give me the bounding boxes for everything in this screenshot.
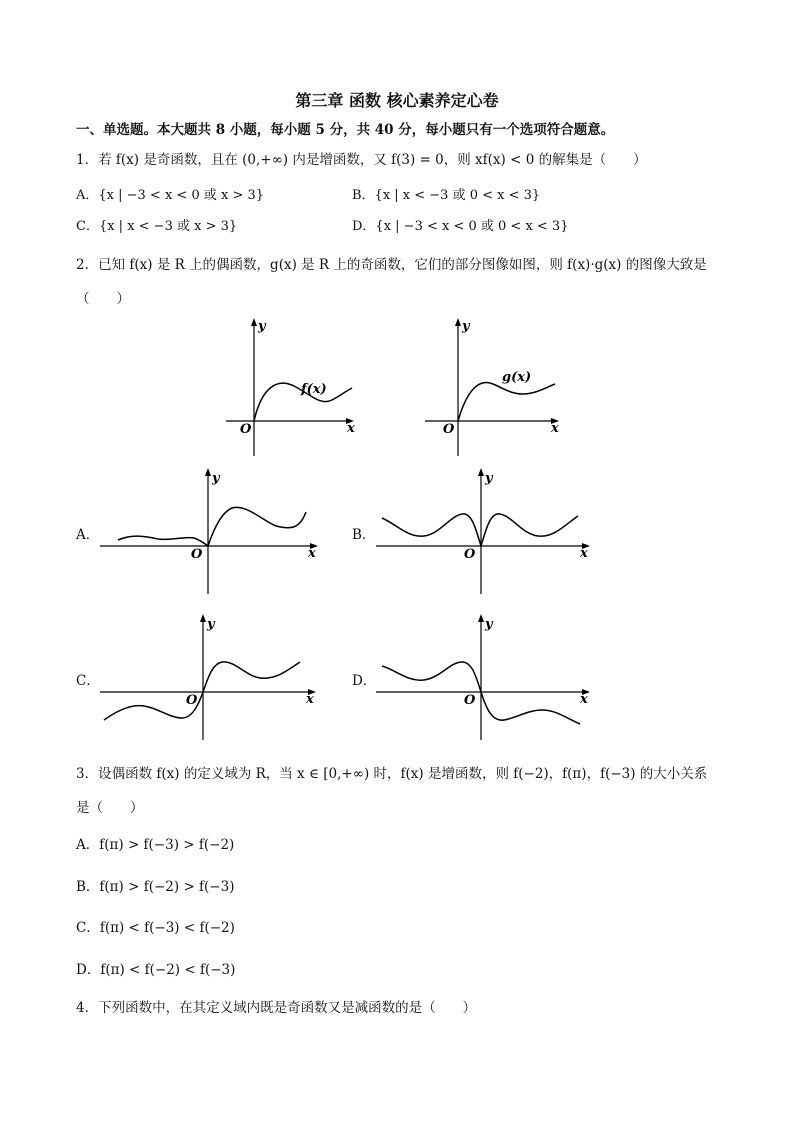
q2-option-b-graph: [376, 468, 598, 596]
svg-text:x: x: [306, 692, 314, 707]
q2-stem-paren: （ ）: [76, 291, 130, 307]
q2-stem: 2．已知 f(x) 是 R 上的偶函数，g(x) 是 R 上的奇函数，它们的部分图像如图，则 f(x)·g(x) 的图像大致是: [76, 257, 707, 273]
curve-g: [458, 383, 555, 421]
q2-option-d-label: D．: [352, 673, 377, 689]
svg-text:O: O: [186, 693, 198, 708]
origin-label: O: [240, 422, 252, 437]
x-label: x: [551, 421, 559, 436]
q2-option-a-label: A．: [76, 527, 100, 543]
graph-f: [226, 318, 356, 460]
f-label: f(x): [301, 382, 327, 397]
page-title: 第三章 函数 核心素养定心卷: [295, 91, 499, 110]
origin-label: O: [443, 422, 455, 437]
y-label: y: [462, 319, 470, 334]
q1-option-b: B．{x | x < −3 或 0 < x < 3}: [352, 188, 541, 203]
svg-text:O: O: [191, 547, 203, 562]
svg-text:O: O: [464, 693, 476, 708]
svg-text:y: y: [485, 617, 493, 632]
q3-option-c: C．f(π) < f(−3) < f(−2): [76, 920, 235, 936]
svg-text:x: x: [580, 692, 588, 707]
q4-stem: 4．下列函数中，在其定义域内既是奇函数又是减函数的是（ ）: [76, 1000, 477, 1016]
q2-option-b-label: B．: [352, 527, 376, 543]
q3-option-a: A．f(π) > f(−3) > f(−2): [76, 837, 235, 853]
q1-option-c: C．{x | x < −3 或 x > 3}: [76, 219, 238, 234]
section-heading: 一、单选题。本大题共 8 小题，每小题 5 分，共 40 分，每小题只有一个选项符合题意。: [76, 122, 615, 138]
q2-option-c-graph: [100, 614, 322, 742]
x-label: x: [347, 421, 355, 436]
y-label: y: [258, 319, 266, 334]
q3-stem: 3．设偶函数 f(x) 的定义域为 R，当 x ∈ [0,+∞) 时，f(x) 是增函数，则 f(−2)，f(π)，f(−3) 的大小关系: [76, 766, 708, 782]
graph-g: [425, 318, 565, 460]
q3-option-b: B．f(π) > f(−2) > f(−3): [76, 879, 235, 895]
q1-option-a: A．{x | −3 < x < 0 或 x > 3}: [76, 188, 265, 203]
q2-option-c-label: C．: [76, 673, 100, 689]
q3-option-d: D．f(π) < f(−2) < f(−3): [76, 962, 236, 978]
q1-stem: 1．若 f(x) 是奇函数，且在 (0,+∞) 内是增函数，又 f(3) = 0，则 xf(x) < 0 的解集是（ ）: [76, 152, 647, 168]
svg-text:x: x: [580, 546, 588, 561]
g-label: g(x): [502, 370, 532, 385]
q2-option-a-graph: [100, 468, 322, 596]
svg-text:x: x: [308, 546, 316, 561]
svg-text:y: y: [212, 471, 220, 486]
svg-text:O: O: [464, 547, 476, 562]
q3-stem-continued: 是（ ）: [76, 800, 144, 816]
q1-option-d: D．{x | −3 < x < 0 或 0 < x < 3}: [352, 219, 569, 234]
svg-text:y: y: [207, 617, 215, 632]
q2-option-d-graph: [376, 614, 598, 742]
svg-text:y: y: [485, 471, 493, 486]
